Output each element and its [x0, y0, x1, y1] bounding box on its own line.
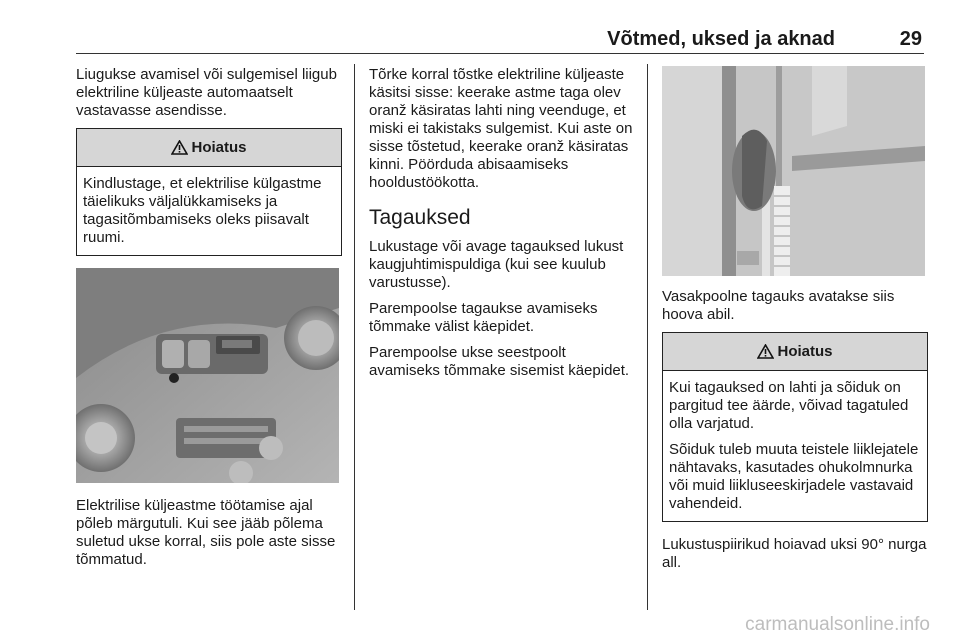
warning-header	[77, 129, 341, 167]
rear-door-lever-photo	[662, 66, 925, 276]
paragraph-inner-handle: Parempoolse ukse seestpoolt avamiseks tõmmake sisemist käepidet.	[369, 344, 630, 379]
warning-box	[76, 128, 342, 256]
dashboard-switch-photo	[76, 268, 339, 483]
column-left	[76, 66, 342, 577]
paragraph-manual-retract: Tõrke korral tõstke elektriline küljeaste käsitsi sisse: keerake astme taga olev oranž käsiratas lahti ning veenduge, et miski ei takistaks sulgemist. Kui aste on sisse tõstetud, keerake oranž käsiratas kinni. Pöörduda abisaamiseks hooldustöökotta.	[369, 66, 633, 191]
intro-paragraph: Liugukse avamisel või sulgemisel liigub elektriline küljeaste automaatselt vastavasse asendisse.	[76, 66, 337, 119]
page-header-title: Võtmed, uksed ja aknad	[607, 28, 835, 50]
footer-paragraph: Lukustuspiirikud hoiavad uksi 90° nurga all.	[662, 536, 927, 571]
paragraph-outer-handle: Parempoolse tagaukse avamiseks tõmmake välist käepidet.	[369, 300, 598, 335]
warning-triangle-icon	[757, 344, 774, 359]
section-heading: Tagauksed	[369, 206, 471, 229]
warning-title: Hoiatus	[777, 342, 833, 360]
figure-caption: Vasakpoolne tagauks avatakse siis hoova abil.	[662, 288, 895, 323]
header-rule	[76, 53, 924, 54]
column-divider	[354, 64, 355, 610]
page-number: 29	[899, 28, 922, 50]
warning-box	[662, 332, 928, 522]
watermark: carmanualsonline.info	[745, 614, 930, 635]
warning-header	[663, 333, 927, 371]
column-right	[662, 66, 928, 580]
warning-triangle-icon	[171, 140, 188, 155]
warning-text: Kui tagauksed on lahti ja sõiduk on pargitud tee äärde, võivad tagatuled olla varjatud.	[669, 379, 909, 432]
paragraph-remote-lock: Lukustage või avage tagauksed lukust kaugjuhtimispuldiga (kui see kuulub varustusse).	[369, 238, 624, 291]
column-middle	[369, 66, 637, 388]
warning-title: Hoiatus	[191, 138, 247, 156]
warning-text: Sõiduk tuleb muuta teistele liiklejatele nähtavaks, kasutades ohukolmnurka või muid liikluseeskirjadele vastavaid vahendeid.	[669, 441, 919, 512]
warning-text: Kindlustage, et elektrilise külgastme täielikuks väljalükkamiseks ja tagasitõmbamiseks oleks piisavalt ruumi.	[83, 175, 322, 246]
column-divider	[647, 64, 648, 610]
figure-caption: Elektrilise küljeastme töötamise ajal põleb märgutuli. Kui see jääb põlema suletud ukse korral, siis pole aste sisse tõmmatud.	[76, 497, 336, 568]
